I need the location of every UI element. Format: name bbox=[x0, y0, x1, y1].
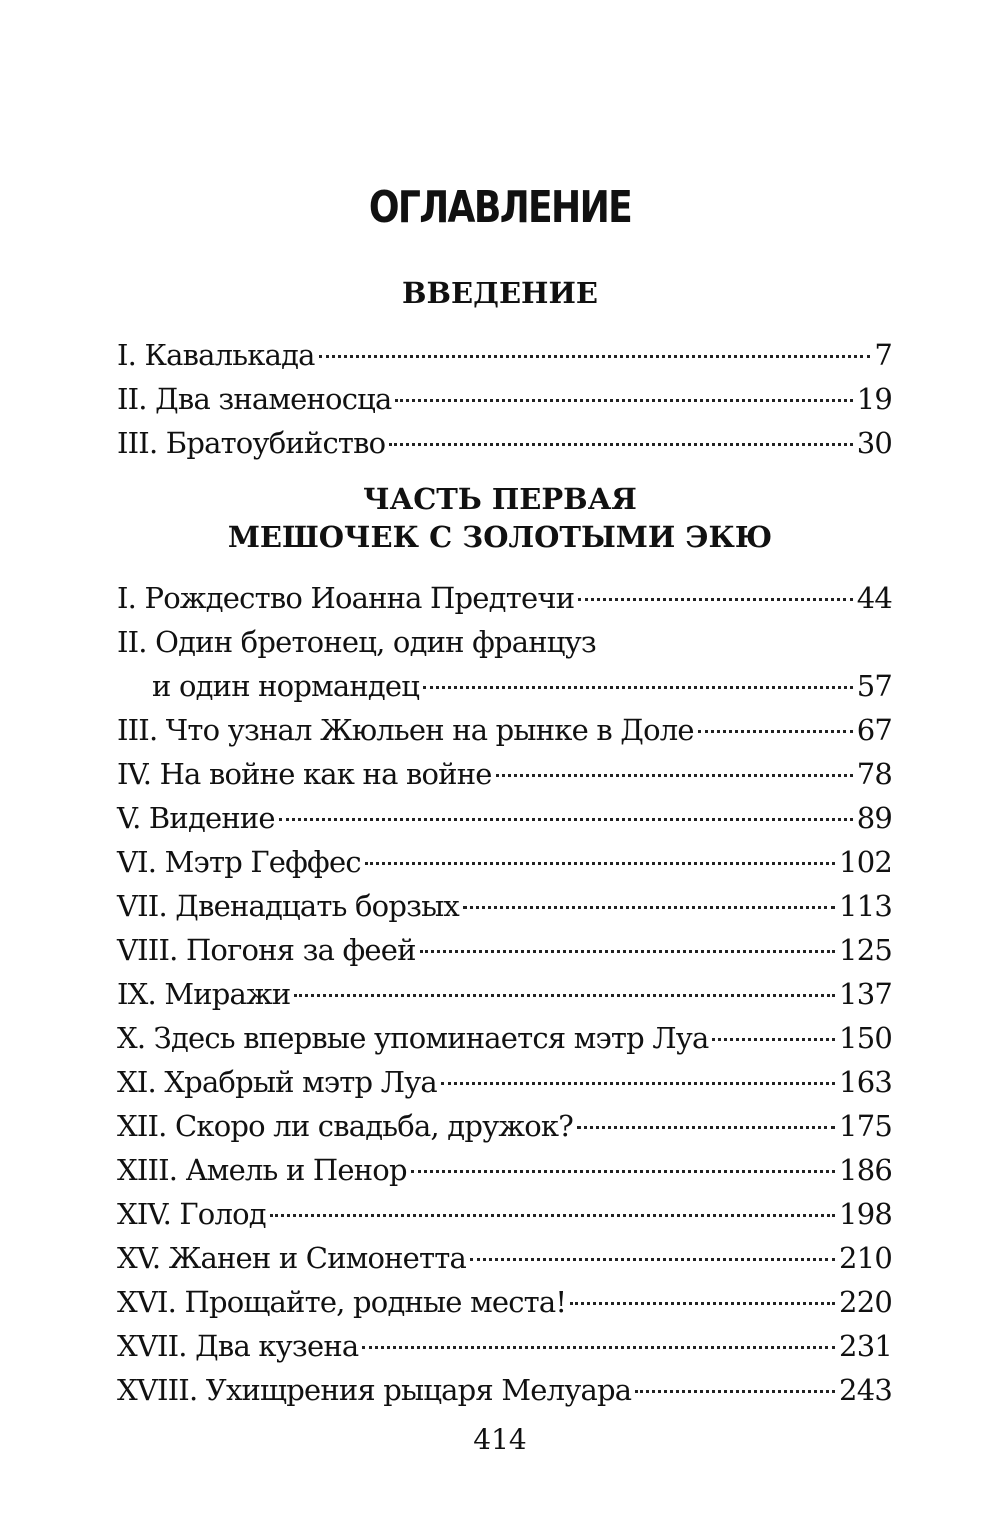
toc-entry-label: XVIII. Ухищрения рыцаря Мелуара bbox=[117, 1373, 632, 1407]
part1-heading-line1: ЧАСТЬ ПЕРВАЯ bbox=[363, 482, 637, 516]
toc-entry-label: IX. Миражи bbox=[117, 977, 291, 1011]
dot-leader bbox=[441, 1082, 835, 1085]
toc-entry-label: VII. Двенадцать борзых bbox=[117, 889, 459, 923]
dot-leader bbox=[577, 1126, 835, 1129]
toc-entry-page: 102 bbox=[839, 845, 892, 879]
toc-entry bbox=[117, 972, 892, 1016]
toc-entry bbox=[117, 1060, 892, 1104]
dot-leader bbox=[411, 1170, 835, 1173]
toc-entry-label: II. Два знаменосца bbox=[117, 382, 392, 416]
dot-leader bbox=[279, 818, 853, 821]
toc-entry-page: 137 bbox=[839, 977, 892, 1011]
page-title: ОГЛАВЛЕНИЕ bbox=[368, 182, 632, 233]
toc-entry bbox=[117, 884, 892, 928]
toc-entry-page: 44 bbox=[856, 581, 892, 615]
part1-heading-line2: МЕШОЧЕК С ЗОЛОТЫМИ ЭКЮ bbox=[227, 520, 773, 554]
dot-leader bbox=[270, 1214, 835, 1217]
toc-entry-label: XIV. Голод bbox=[117, 1197, 266, 1231]
dot-leader bbox=[635, 1390, 835, 1393]
toc-entry bbox=[117, 1368, 892, 1412]
toc-entry bbox=[117, 708, 892, 752]
toc-entry-page: 186 bbox=[839, 1153, 892, 1187]
intro-heading: ВВЕДЕНИЕ bbox=[402, 276, 598, 310]
toc-entry bbox=[117, 576, 892, 620]
toc-entry-page: 19 bbox=[856, 382, 892, 416]
toc-entry bbox=[117, 752, 892, 796]
toc-entry-page: 89 bbox=[856, 801, 892, 835]
toc-entry bbox=[117, 333, 892, 377]
toc-entry-label: X. Здесь впервые упоминается мэтр Луа bbox=[117, 1021, 709, 1055]
part1-toc bbox=[117, 576, 892, 1412]
dot-leader bbox=[463, 906, 835, 909]
toc-entry-page: 243 bbox=[839, 1373, 892, 1407]
dot-leader bbox=[578, 598, 852, 601]
toc-entry-label: V. Видение bbox=[117, 801, 275, 835]
dot-leader bbox=[362, 1346, 835, 1349]
toc-entry-label: III. Что узнал Жюльен на рынке в Доле bbox=[117, 713, 694, 747]
page-number: 414 bbox=[473, 1423, 527, 1456]
toc-entry bbox=[117, 1192, 892, 1236]
toc-entry-page: 150 bbox=[839, 1021, 892, 1055]
dot-leader bbox=[389, 443, 852, 446]
toc-entry-label: IV. На войне как на войне bbox=[117, 757, 492, 791]
dot-leader bbox=[570, 1302, 835, 1305]
toc-entry-page: 163 bbox=[839, 1065, 892, 1099]
intro-toc bbox=[117, 333, 892, 465]
toc-entry-page: 210 bbox=[839, 1241, 892, 1275]
dot-leader bbox=[365, 862, 835, 865]
toc-entry-label: XII. Скоро ли свадьба, дружок? bbox=[117, 1109, 573, 1143]
toc-entry-label: I. Кавалькада bbox=[117, 338, 315, 372]
toc-entry-page: 30 bbox=[856, 426, 892, 460]
dot-leader bbox=[470, 1258, 835, 1261]
toc-entry-continuation-label: и один нормандец bbox=[152, 669, 420, 703]
toc-entry bbox=[117, 840, 892, 884]
toc-entry bbox=[117, 1280, 892, 1324]
toc-entry bbox=[117, 1104, 892, 1148]
dot-leader bbox=[423, 686, 853, 689]
toc-entry-label: VIII. Погоня за феей bbox=[117, 933, 416, 967]
toc-entry-page: 7 bbox=[874, 338, 892, 372]
toc-entry bbox=[117, 1324, 892, 1368]
toc-entry-label: I. Рождество Иоанна Предтечи bbox=[117, 581, 575, 615]
toc-entry-page: 175 bbox=[839, 1109, 892, 1143]
toc-entry-page: 67 bbox=[856, 713, 892, 747]
dot-leader bbox=[319, 355, 871, 358]
toc-entry-page: 57 bbox=[856, 669, 892, 703]
dot-leader bbox=[294, 994, 835, 997]
toc-entry bbox=[117, 421, 892, 465]
toc-entry-page: 220 bbox=[839, 1285, 892, 1319]
dot-leader bbox=[420, 950, 835, 953]
toc-entry bbox=[117, 620, 892, 664]
toc-entry-label: II. Один бретонец, один француз bbox=[117, 625, 596, 659]
toc-entry bbox=[117, 1148, 892, 1192]
toc-entry-page: 125 bbox=[839, 933, 892, 967]
dot-leader bbox=[712, 1038, 835, 1041]
toc-entry bbox=[117, 928, 892, 972]
toc-entry bbox=[117, 1016, 892, 1060]
toc-entry-label: III. Братоубийство bbox=[117, 426, 386, 460]
toc-entry-page: 198 bbox=[839, 1197, 892, 1231]
toc-entry-continuation bbox=[117, 664, 892, 708]
toc-entry-label: XV. Жанен и Симонетта bbox=[117, 1241, 467, 1275]
toc-entry-label: VI. Мэтр Геффес bbox=[117, 845, 361, 879]
toc-entry-page: 113 bbox=[839, 889, 892, 923]
toc-entry-page: 78 bbox=[856, 757, 892, 791]
toc-entry-label: XVI. Прощайте, родные места! bbox=[117, 1285, 567, 1319]
dot-leader bbox=[395, 399, 852, 402]
toc-entry-label: XVII. Два кузена bbox=[117, 1329, 359, 1363]
dot-leader bbox=[698, 730, 853, 733]
toc-entry bbox=[117, 1236, 892, 1280]
toc-entry-label: XIII. Амель и Пенор bbox=[117, 1153, 407, 1187]
toc-entry-label: XI. Храбрый мэтр Луа bbox=[117, 1065, 437, 1099]
toc-entry bbox=[117, 377, 892, 421]
toc-entry bbox=[117, 796, 892, 840]
dot-leader bbox=[496, 774, 853, 777]
toc-entry-page: 231 bbox=[839, 1329, 892, 1363]
